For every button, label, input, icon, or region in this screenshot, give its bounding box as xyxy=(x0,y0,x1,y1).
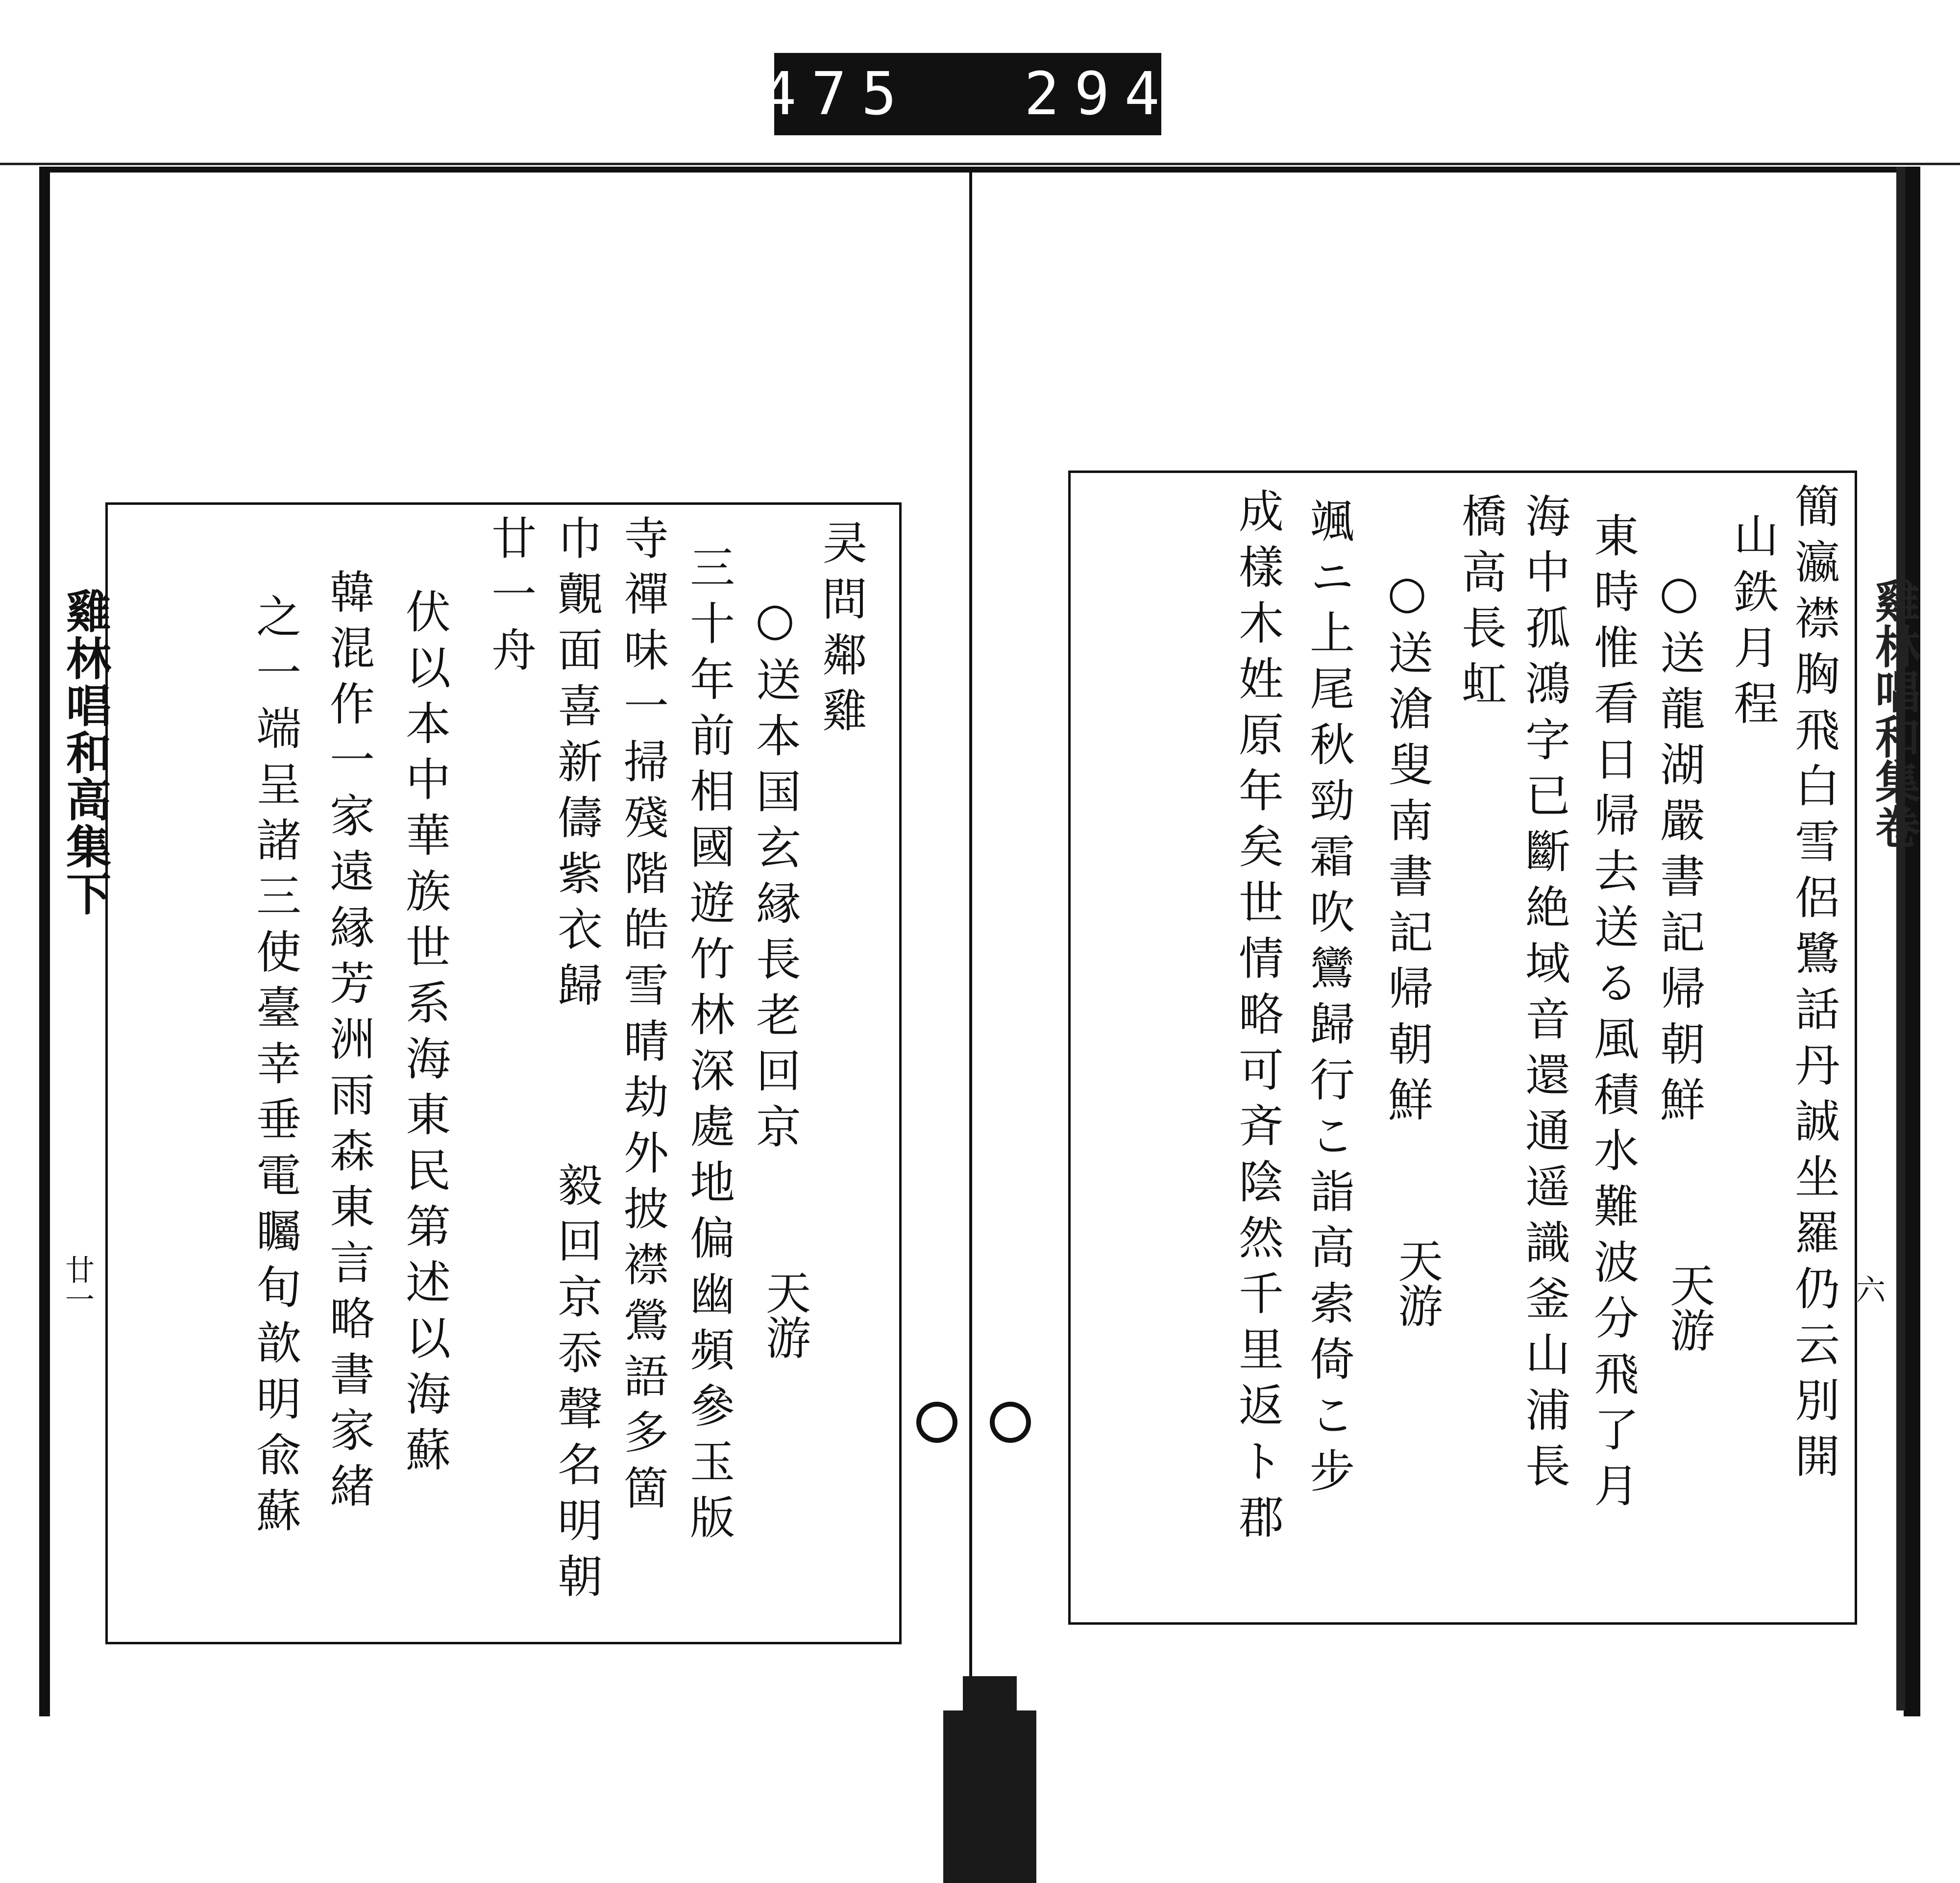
right-col-9: 成樣木姓原年矣世情略可斉陰然千里返ト郡 xyxy=(1231,488,1284,1549)
left-col-9: 之一端呈諸三使臺幸垂電矚旬歆明兪蘇 xyxy=(249,593,301,1543)
right-col-4: 東時惟看日帰去送る風積水難波分飛了月 xyxy=(1587,512,1639,1518)
right-number: 294 xyxy=(1024,60,1175,128)
right-margin-title: 雞林唱和集卷 xyxy=(1868,578,1921,849)
right-poem2-author: 天游 xyxy=(1391,1238,1443,1328)
right-margin-folio: 六 xyxy=(1851,1274,1886,1304)
right-col-5: 海中孤鴻字已斷絶域音還通遥識釜山浦長 xyxy=(1518,493,1570,1498)
right-col-2: 山鉄月程 xyxy=(1726,512,1779,736)
left-col-5b: 毅回京忝聲名明朝 xyxy=(550,1162,603,1609)
left-col-8: 韓混作一家遠縁芳洲雨森東言略書家緒 xyxy=(322,569,375,1518)
left-margin-folio: 廿一 xyxy=(60,1255,95,1313)
right-poem1-title: ○送龍湖嚴書記帰朝鮮 xyxy=(1653,566,1705,1132)
binding-hole-right xyxy=(990,1402,1031,1443)
right-poem1-author: 天游 xyxy=(1663,1262,1715,1352)
binding-hole-left xyxy=(916,1402,957,1443)
right-page-edge xyxy=(1896,167,1905,1710)
left-poem1-title: ○送本国玄縁長老回京 xyxy=(749,593,801,1159)
left-col-7: 伏以本中華族世系海東民第述以海蘇 xyxy=(398,588,451,1482)
left-col-6: 廿一舟 xyxy=(484,515,537,682)
right-col-6: 橋高長虹 xyxy=(1454,493,1507,716)
right-col-1: 簡瀛襟胸飛白雪侶鷺話丹誠坐羅仍云別開 xyxy=(1788,483,1840,1488)
left-col-4: 寺禪味一掃殘階皓雪晴劫外披襟鶯語多箇 xyxy=(616,515,669,1520)
right-col-8: 颯ニ上尾秋勁霜吹鸞歸行こ詣高索倚こ步 xyxy=(1302,497,1355,1503)
left-poem1-author: 天游 xyxy=(759,1269,811,1360)
right-text-frame xyxy=(1068,471,1857,1625)
left-text-frame xyxy=(105,502,902,1644)
left-col-1: 㚑問鄰雞 xyxy=(815,520,867,743)
page-number-label xyxy=(761,53,1175,135)
left-number: 475 xyxy=(761,60,911,128)
left-margin-title: 雞林唱和高集下 xyxy=(59,588,112,917)
right-poem2-title: ○送滄叟南書記帰朝鮮 xyxy=(1381,566,1433,1132)
binding-tab-top xyxy=(963,1676,1017,1715)
binding-tab xyxy=(943,1710,1036,1883)
left-col-3: 三十年前相國遊竹林深處地偏幽頻參玉版 xyxy=(683,544,735,1550)
top-rule xyxy=(0,163,1960,165)
left-col-5: 巾覿面喜新儔紫衣歸 xyxy=(550,515,603,1017)
book-spine xyxy=(969,167,972,1715)
